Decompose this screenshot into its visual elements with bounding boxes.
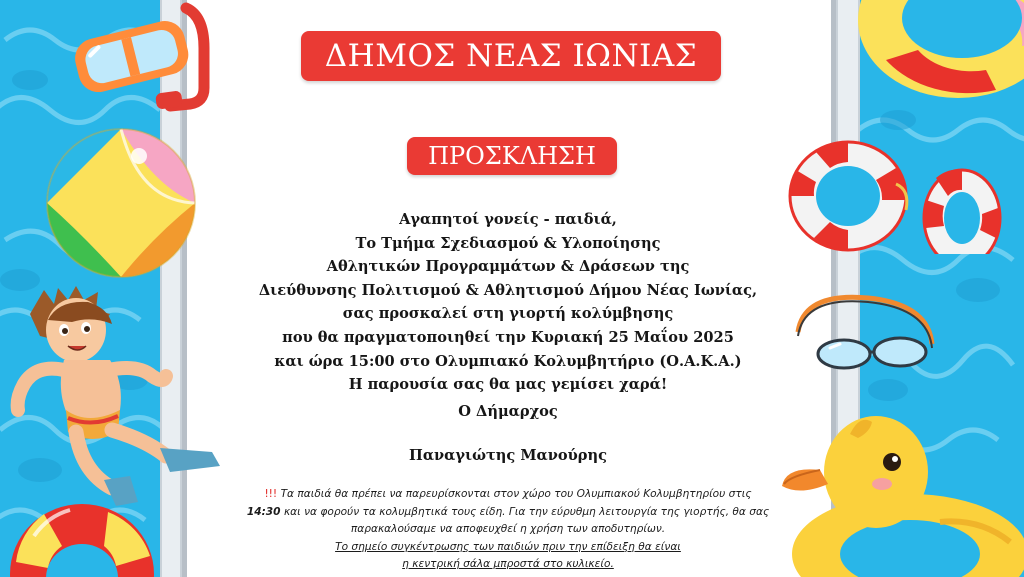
body-line: Το Τμήμα Σχεδιασμού & Υλοποίησης	[355, 234, 661, 252]
swim-ring-icon	[846, 0, 1024, 104]
notice-text: και να φορούν τα κολυμβητικά τους είδη. Για την εύρυθμη λειτουργία της γιορτής, θα σας	[283, 505, 770, 518]
swim-ring-icon	[4, 486, 160, 577]
body-line: Η παρουσία σας θα μας γεμίσει χαρά!	[348, 376, 668, 394]
notice-text: παρακαλούσαμε να αποφευχθεί η χρήση των αποδυτηρίων.	[350, 523, 666, 536]
signature-title: Ο Δήμαρχος	[458, 403, 558, 420]
invitation-heading: ΠΡΟΣΚΛΗΣΗ	[407, 137, 617, 175]
invitation-content	[190, 0, 826, 577]
exclamation-mark: !!!	[264, 488, 278, 500]
body-line: Αγαπητοί γονείς - παιδιά,	[399, 211, 617, 228]
body-line: σας προσκαλεί στη γιορτή κολύμβησης	[342, 305, 674, 323]
beach-ball-icon	[44, 126, 198, 280]
notice-meeting-point: η κεντρική σάλα μπροστά στο κυλικείο.	[402, 558, 614, 571]
notice-line-1	[190, 486, 826, 504]
notice-time: 14:30	[246, 505, 281, 518]
body-line: Διεύθυνσης Πολιτισμού & Αθλητισμού Δήμου Νέας Ιωνίας,	[258, 281, 758, 299]
notice-text: Τα παιδιά θα πρέπει να παρευρίσκονται στον χώρο του Ολυμπιακού Κολυμβητηρίου στις	[280, 488, 752, 500]
invitation-body	[190, 208, 826, 397]
notice-meeting-point: Το σημείο συγκέντρωσης των παιδιών πριν την επίδειξη θα είναι	[335, 540, 681, 553]
body-line: Αθλητικών Προγραμμάτων & Δράσεων της	[326, 258, 690, 276]
notice-line-2	[190, 504, 826, 522]
body-line: και ώρα 15:00 στο Ολυμπιακό Κολυμβητήριο (Ο.Α.Κ.Α.)	[274, 352, 742, 370]
body-line: που θα πραγματοποιηθεί την Κυριακή 25 Μαΐου 2025	[282, 328, 734, 346]
municipality-title: ΔΗΜΟΣ ΝΕΑΣ ΙΩΝΙΑΣ	[301, 31, 721, 81]
notice-block	[190, 486, 826, 574]
signature-name: Παναγιώτης Μανούρης	[409, 447, 607, 464]
